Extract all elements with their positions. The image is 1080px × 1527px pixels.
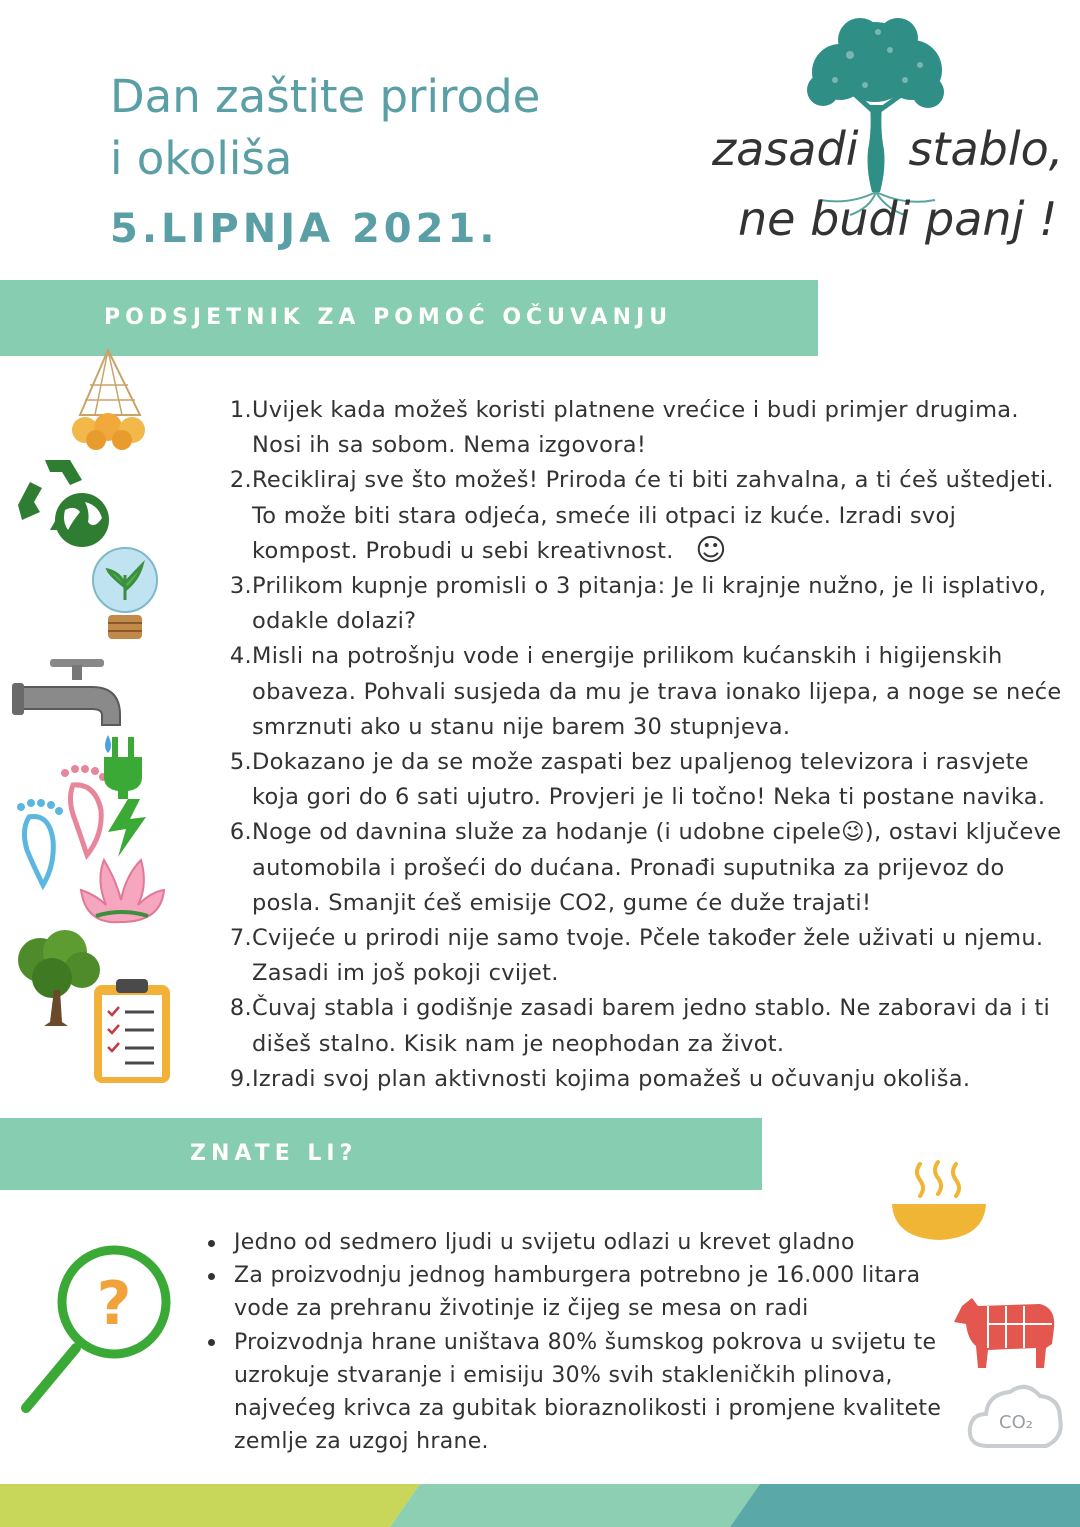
page-title [110, 66, 540, 190]
section-heading-reminder: PODSJETNIK ZA POMOĆ OČUVANJU OKOLIŠA [0, 280, 818, 356]
lightbulb-plant-icon [93, 548, 157, 639]
list-item: Jedno od sedmero ljudi u svijetu odlazi u krevet gladno [206, 1226, 976, 1259]
reminder-list [224, 393, 1069, 1097]
list-item: 9. Izradi svoj plan aktivnosti kojima pomažeš u očuvanju okoliša. [229, 1065, 971, 1092]
faucet-icon [12, 659, 120, 753]
list-item: 7. Cvijeće u prirodi nije samo tvoje. Pčele također žele uživati u njemu. Zasadi im još pokoji cvijet. [229, 925, 1044, 987]
magnifier-question-icon [14, 1240, 184, 1420]
logo-slogan-line-2: ne budi panj ! [738, 192, 1058, 246]
list-item: 5. Dokazano je da se može zaspati bez upaljenog televizora i rasvjete koja gori do 6 sati ujutro. Provjeri je li točno! Neka ti postane navika. [229, 749, 1046, 811]
clipboard-checklist-icon [94, 979, 170, 1083]
title-line-1: Dan zaštite prirode [110, 70, 541, 123]
logo-word-stablo: stablo, [908, 122, 1064, 176]
list-item: 8. Čuvaj stabla i godišnje zasadi barem jedno stablo. Ne zaboravi da i ti dišeš stalno. Kisik nam je neophodan za život. [229, 995, 1051, 1057]
illustrations-column [0, 345, 200, 1095]
section-heading-did-you-know: ZNATE LI? [0, 1118, 762, 1190]
footer-stripes [0, 1484, 1080, 1527]
co2-label: CO₂ [999, 1412, 1033, 1433]
logo [700, 10, 1070, 275]
list-item: 4. Misli na potrošnju vode i energije prilikom kućanskih i higijenskih obaveza. Pohvali susjeda da mu je trava ionako lijepa, a noge se neće smrznuti ako u stanu nije barem 30 stupnjeva. [229, 643, 1062, 740]
green-plug-icon [104, 737, 146, 857]
list-item: 6. Noge od davnina služe za hodanje (i udobne cipele😉), ostavi ključeve automobila i prošeći do dućana. Pronađi suputnika za prijevoz do posla. Smanjit ćeš emisije CO2, gume će duže trajati! [229, 819, 1062, 916]
list-item: 1. Uvijek kada možeš koristi platnene vrećice i budi primjer drugima. Nosi ih sa sobom. Nema izgovora! [229, 397, 1019, 459]
food-bowl-icon [886, 1158, 996, 1248]
facts-list [206, 1226, 976, 1458]
mesh-bag-icon [72, 350, 145, 450]
cow-meat-cuts-icon [948, 1284, 1063, 1374]
recycle-icon [18, 460, 109, 547]
wink-emoji-icon: 😉 [841, 819, 865, 846]
list-item: 3. Prilikom kupnje promisli o 3 pitanja: Je li krajnje nužno, je li isplativo, odakle dolazi? [229, 573, 1047, 635]
title-line-2: i okoliša [110, 132, 293, 185]
footprints-icon [17, 765, 107, 885]
tree-icon [18, 930, 100, 1026]
co2-cloud-icon [966, 1376, 1066, 1458]
event-date: 5.LIPNJA 2021. [110, 206, 499, 252]
list-item: 2. Recikliraj sve što možeš! Priroda će ti biti zahvalna, a ti ćeš uštedjeti. To može biti stara odjeća, smeće ili otpaci iz kuće. Izradi svoj kompost. Probudi u sebi kreativnost. ☺ [229, 467, 1054, 568]
flower-icon [81, 860, 164, 922]
question-mark-glyph: ? [96, 1269, 132, 1339]
list-item: Za proizvodnju jednog hamburgera potrebno je 16.000 litara vode za prehranu životinje iz čijeg se mesa on radi [206, 1259, 976, 1325]
list-item: Proizvodnja hrane uništava 80% šumskog pokrova u svijetu te uzrokuje stvaranje i emisiju 30% svih stakleničkih plinova, najvećeg krivca za gubitak bioraznolikosti i promjene kvalitete zemlje za uzgoj hrane. [206, 1326, 976, 1459]
logo-slogan-line-1 [712, 122, 1063, 176]
smiley-icon: ☺ [695, 532, 727, 568]
logo-word-zasadi: zasadi [712, 122, 859, 176]
